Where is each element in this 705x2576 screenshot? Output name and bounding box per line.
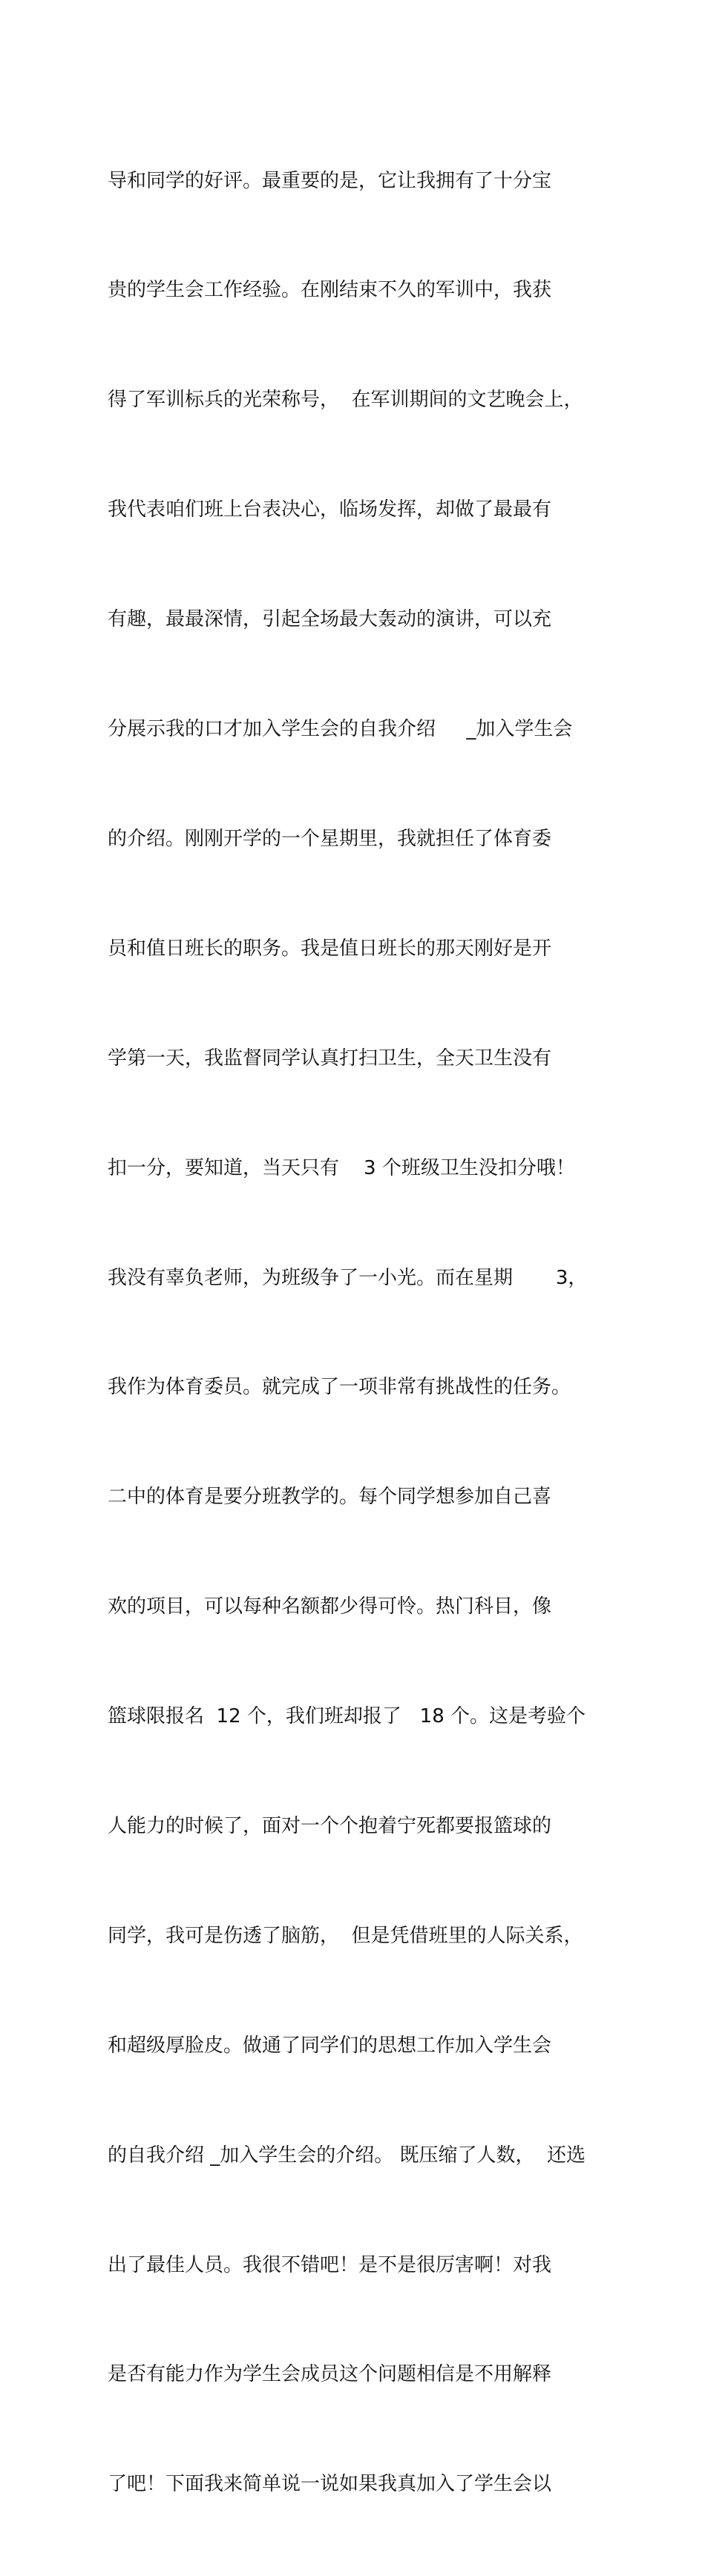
text-line: 了吧！下面我来简单说一说如果我真加入了学生会以 (108, 2473, 552, 2496)
text-line: 分展示我的口才加入学生会的自我介绍 _加入学生会 (108, 718, 573, 741)
text-line: 我作为体育委员。就完成了一项非常有挑战性的任务。 (108, 1376, 571, 1399)
text-line: 学第一天，我监督同学认真打扫卫生，全天卫生没有 (108, 1047, 552, 1070)
text-line: 二中的体育是要分班教学的。每个同学想参加自己喜 (108, 1486, 552, 1509)
text-line: 扣一分，要知道，当天只有 3 个班级卫生没扣分哦！ (108, 1156, 575, 1179)
body-text (108, 90, 627, 2576)
text-line: 员和值日班长的职务。我是值日班长的那天刚好是开 (108, 937, 552, 960)
text-line: 有趣，最最深情，引起全场最大轰动的演讲，可以充 (108, 608, 552, 631)
text-line: 是否有能力作为学生会成员这个问题相信是不用解释 (108, 2363, 552, 2386)
text-line: 出了最佳人员。我很不错吧！是不是很厉害啊！对我 (108, 2253, 552, 2276)
text-line: 人能力的时候了，面对一个个抱着宁死都要报篮球的 (108, 1814, 552, 1837)
text-line: 贵的学生会工作经验。在刚结束不久的军训中，我获 (108, 279, 552, 302)
text-line: 和超级厚脸皮。做通了同学们的思想工作加入学生会 (108, 2034, 552, 2057)
text-line: 我没有辜负老师，为班级争了一小光。而在星期 3， (108, 1266, 588, 1289)
text-line: 的介绍。刚刚开学的一个星期里，我就担任了体育委 (108, 827, 552, 850)
text-line: 的自我介绍 _加入学生会的介绍。 既压缩了人数， 还选 (108, 2144, 586, 2167)
text-line: 得了军训标兵的光荣称号， 在军训期间的文艺晚会上， (108, 389, 583, 412)
text-line: 导和同学的好评。最重要的是，它让我拥有了十分宝 (108, 169, 552, 192)
text-line: 欢的项目，可以每种名额都少得可怜。热门科目，像 (108, 1595, 552, 1618)
text-line: 篮球限报名 12 个，我们班却报了 18 个。这是考验个 (108, 1705, 586, 1728)
text-line: 同学，我可是伤透了脑筋， 但是凭借班里的人际关系， (108, 1924, 583, 1947)
text-line: 我代表咱们班上台表决心，临场发挥，却做了最最有 (108, 498, 552, 521)
